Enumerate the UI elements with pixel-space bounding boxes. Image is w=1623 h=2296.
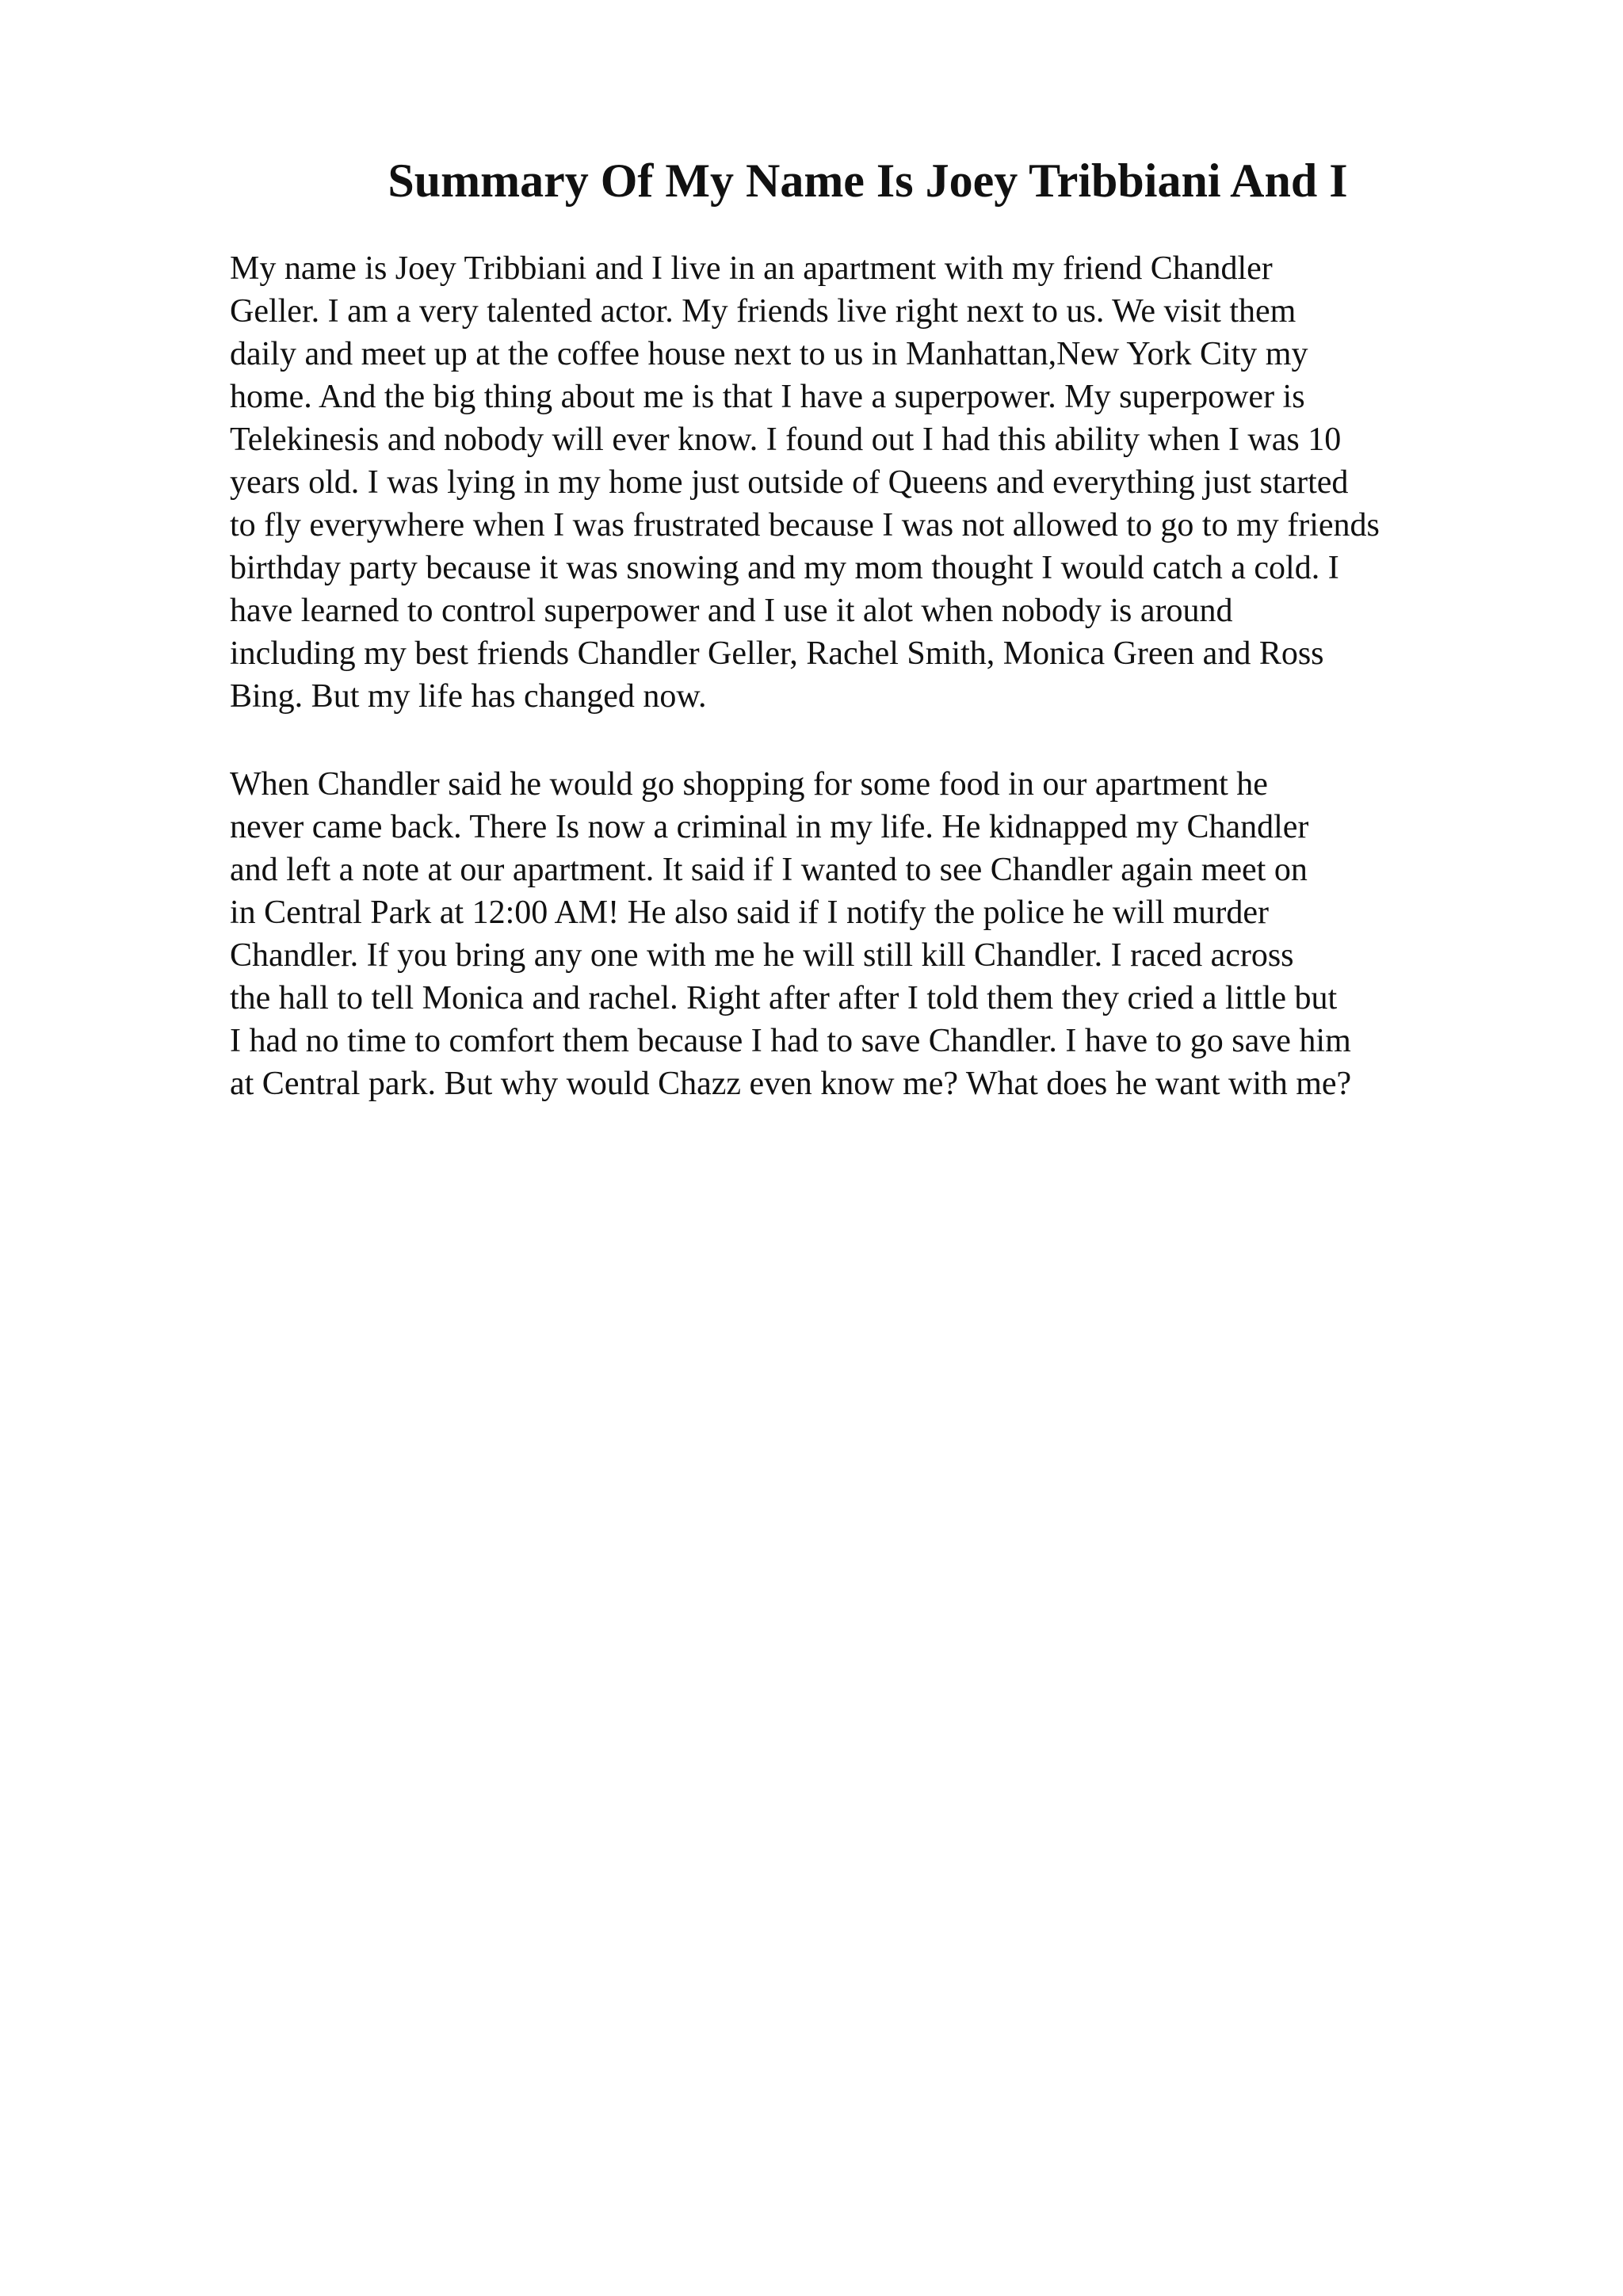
document-title: Summary Of My Name Is Joey Tribbiani And I bbox=[388, 154, 1348, 207]
paragraph-1 bbox=[230, 247, 1514, 718]
paragraph-line: Telekinesis and nobody will ever know. I found out I had this ability when I was 10 bbox=[230, 421, 1342, 458]
paragraph-line: and left a note at our apartment. It said if I wanted to see Chandler again meet on bbox=[230, 852, 1308, 888]
paragraph-line: years old. I was lying in my home just outside of Queens and everything just started bbox=[230, 464, 1349, 501]
paragraph-line: birthday party because it was snowing and my mom thought I would catch a cold. I bbox=[230, 550, 1339, 586]
paragraph-line: Geller. I am a very talented actor. My friends live right next to us. We visit them bbox=[230, 293, 1296, 330]
paragraph-line: I had no time to comfort them because I had to save Chandler. I have to go save him bbox=[230, 1023, 1351, 1059]
paragraph-line: home. And the big thing about me is that I have a superpower. My superpower is bbox=[230, 379, 1305, 415]
paragraph-line: daily and meet up at the coffee house next to us in Manhattan,New York City my bbox=[230, 336, 1308, 372]
paragraph-line: have learned to control superpower and I use it alot when nobody is around bbox=[230, 593, 1233, 629]
paragraph-line: at Central park. But why would Chazz even know me? What does he want with me? bbox=[230, 1066, 1352, 1102]
paragraph-line: Chandler. If you bring any one with me he will still kill Chandler. I raced across bbox=[230, 937, 1294, 974]
paragraph-line: to fly everywhere when I was frustrated because I was not allowed to go to my friends bbox=[230, 507, 1380, 543]
paragraph-line: When Chandler said he would go shopping for some food in our apartment he bbox=[230, 766, 1268, 803]
paragraph-line: My name is Joey Tribbiani and I live in an apartment with my friend Chandler bbox=[230, 250, 1273, 287]
paragraph-line: in Central Park at 12:00 AM! He also said if I notify the police he will murder bbox=[230, 894, 1270, 931]
paragraph-line: Bing. But my life has changed now. bbox=[230, 678, 707, 715]
paragraph-line: never came back. There Is now a criminal in my life. He kidnapped my Chandler bbox=[230, 809, 1309, 845]
paragraph-line: including my best friends Chandler Geller, Rachel Smith, Monica Green and Ross bbox=[230, 635, 1324, 672]
paragraph-line: the hall to tell Monica and rachel. Right after after I told them they cried a little but bbox=[230, 980, 1338, 1016]
paragraph-2 bbox=[230, 763, 1514, 1105]
